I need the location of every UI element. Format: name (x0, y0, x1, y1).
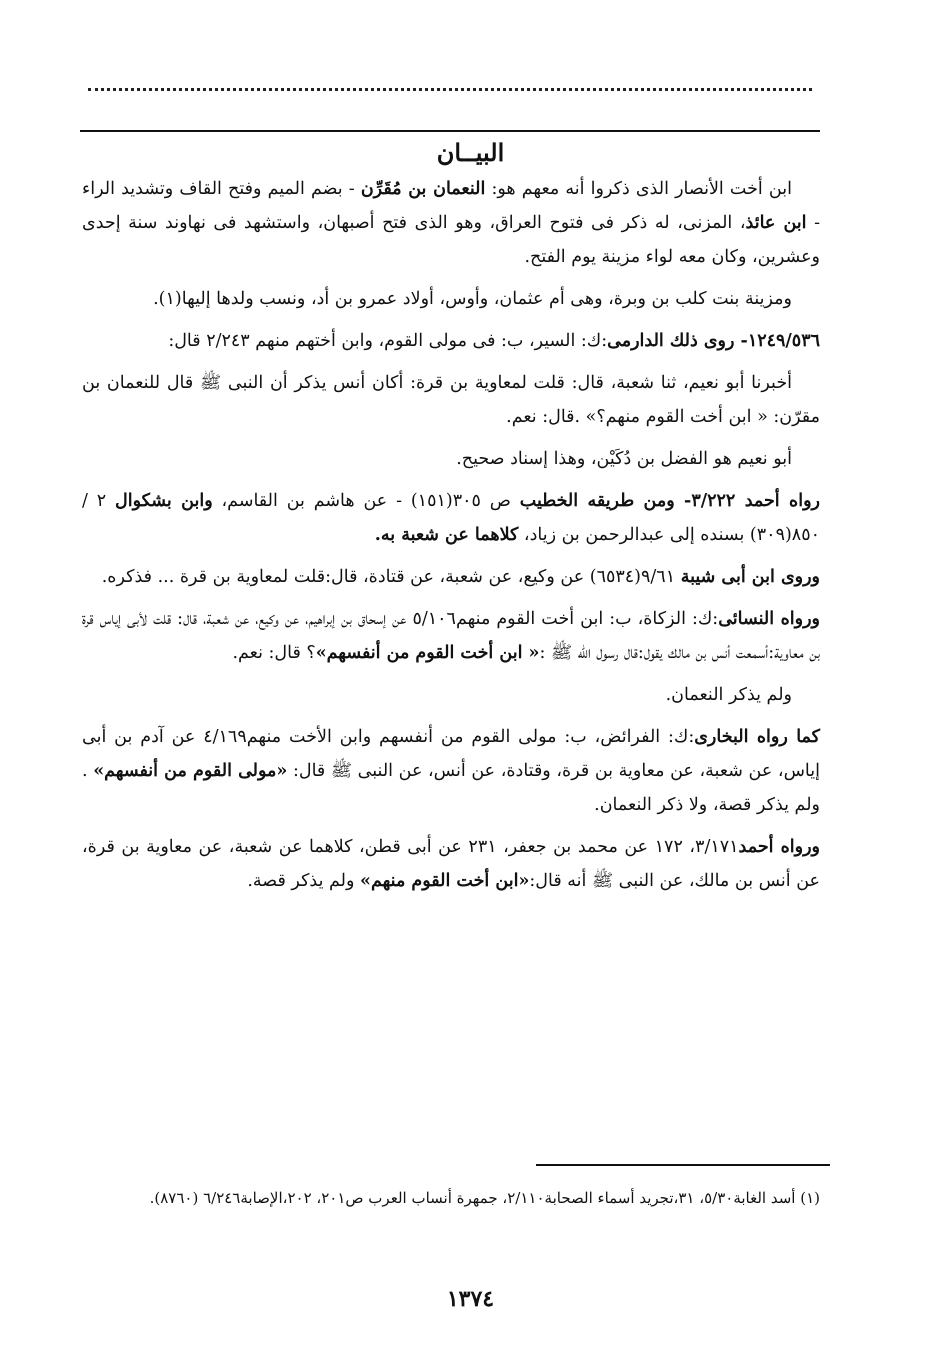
text-span: ٣/١٧١، ١٧٢ عن محمد بن جعفر، ٢٣١ عن أبى قطن، كلاهما عن شعبة، عن معاوية بن قرة، عن أنس بن مالك، عن النبى ﷺ أنه قال: (82, 837, 820, 891)
bold-name: النعمان بن مُقَرِّن (360, 179, 486, 199)
text-span: ؟ قال: نعم. (232, 643, 316, 663)
paragraph-2: ومزينة بنت كلب بن وبرة، وهى أم عثمان، وأوس، أولاد عمرو بن أد، ونسب ولدها إليها(١). (153, 289, 792, 309)
text-span: ابن أخت الأنصار الذى ذكروا أنه معهم هو: (485, 179, 792, 199)
bold-quote: «مولى القوم من أنفسهم» (93, 761, 288, 781)
section-title: البيــان (436, 138, 505, 167)
top-rule (80, 130, 820, 132)
footnote: (١) أسد الغابة٥/٣٠، ٣١،تجريد أسماء الصحابة٢/١١٠، جمهرة أنساب العرب ص٢٠١، ٢٠٢،الإصابة٦/٢٤٦ (٨٧٦٠). (149, 1189, 820, 1207)
bold-quote: « ابن أخت القوم من أنفسهم» (315, 643, 540, 663)
bold-source: ورواه النسائى (718, 609, 820, 629)
page-number: ١٣٧٤ (446, 1286, 495, 1312)
text-span: ، المزنى، له ذكر فى فتوح العراق، وهو الذى فتح أصبهان، واستشهد فى نهاوند سنة إحدى وعشرين، وكان معه لواء مزينة يوم الفتح. (82, 213, 820, 267)
bold-source: كما رواه البخارى (694, 727, 820, 747)
paragraph-10 (82, 720, 820, 822)
hadith-number: ١٢٤٩/٥٣٦- روى ذلك الدارمى (607, 331, 820, 351)
paragraph-1 (82, 172, 820, 274)
text-span: ولم يذكر قصة. (247, 871, 361, 891)
paragraph-7 (82, 560, 820, 594)
paragraph-4: أخبرنا أبو نعيم، ثنا شعبة، قال: قلت لمعاوية بن قرة: أكان أنس يذكر أن النبى ﷺ قال للنعمان بن مقرّن: « ابن أخت القوم منهم؟» .قال: نعم. (82, 373, 820, 427)
bold-source: كلاهما عن شعبة به. (374, 525, 519, 545)
footnote-rule (536, 1164, 830, 1166)
bold-source: رواه أحمد ٣/٢٢٢- ومن طريقه الخطيب (519, 491, 820, 511)
text-span: ص ٣٠٥(١٥١) - عن هاشم بن القاسم، (212, 491, 520, 511)
main-text (82, 172, 820, 906)
text-span: ٢ / ٨٥٠(٣٠٩) بسنده إلى عبدالرحمن بن زياد، (82, 491, 820, 545)
text-span: . ولم يذكر قصة، ولا ذكر النعمان. (82, 761, 820, 815)
paragraph-6 (82, 484, 820, 552)
bold-quote: «ابن أخت القوم منهم» (360, 871, 530, 891)
text-span: ٩/٦١(٦٥٣٤) عن وكيع، عن شعبة، عن قتادة، قال:قلت لمعاوية بن قرة ... فذكره. (101, 567, 681, 587)
text-span: :ك: الزكاة، ب: ابن أخت القوم منهم٥/١٠٦ عن إسحاق بن إبراهيم، عن وكيع، عن شعبة، قال: قلت لأبى إياس قرة بن معاوية:أسمعت أنس بن مالك يقول:قال رسول الله ﷺ : (82, 609, 820, 663)
bold-source: وابن بشكوال (115, 491, 213, 511)
paragraph-9: ولم يذكر النعمان. (665, 685, 792, 705)
bold-source: وروى ابن أبى شيبة (680, 567, 820, 587)
paragraph-11 (82, 830, 820, 898)
bold-source: ورواه أحمد (738, 837, 820, 857)
text-span: :ك: السير، ب: فى مولى القوم، وابن أختهم منهم ٢/٢٤٣ قال: (168, 331, 608, 351)
text-span: - بضم الميم وفتح القاف وتشديد الراء - (82, 179, 821, 233)
paragraph-3 (82, 324, 820, 358)
bold-name: ابن عائذ (745, 213, 807, 233)
paragraph-8 (82, 602, 820, 670)
text-span: :ك: الفرائض، ب: مولى القوم من أنفسهم وابن الأخت منهم٤/١٦٩ عن آدم بن أبى إياس، عن شعبة، عن معاوية بن قرة، وقتادة، عن أنس، عن النبى ﷺ قال: (82, 727, 820, 781)
paragraph-5: أبو نعيم هو الفضل بن دُكَيْن، وهذا إسناد صحيح. (456, 449, 792, 469)
dotted-separator (88, 88, 812, 91)
